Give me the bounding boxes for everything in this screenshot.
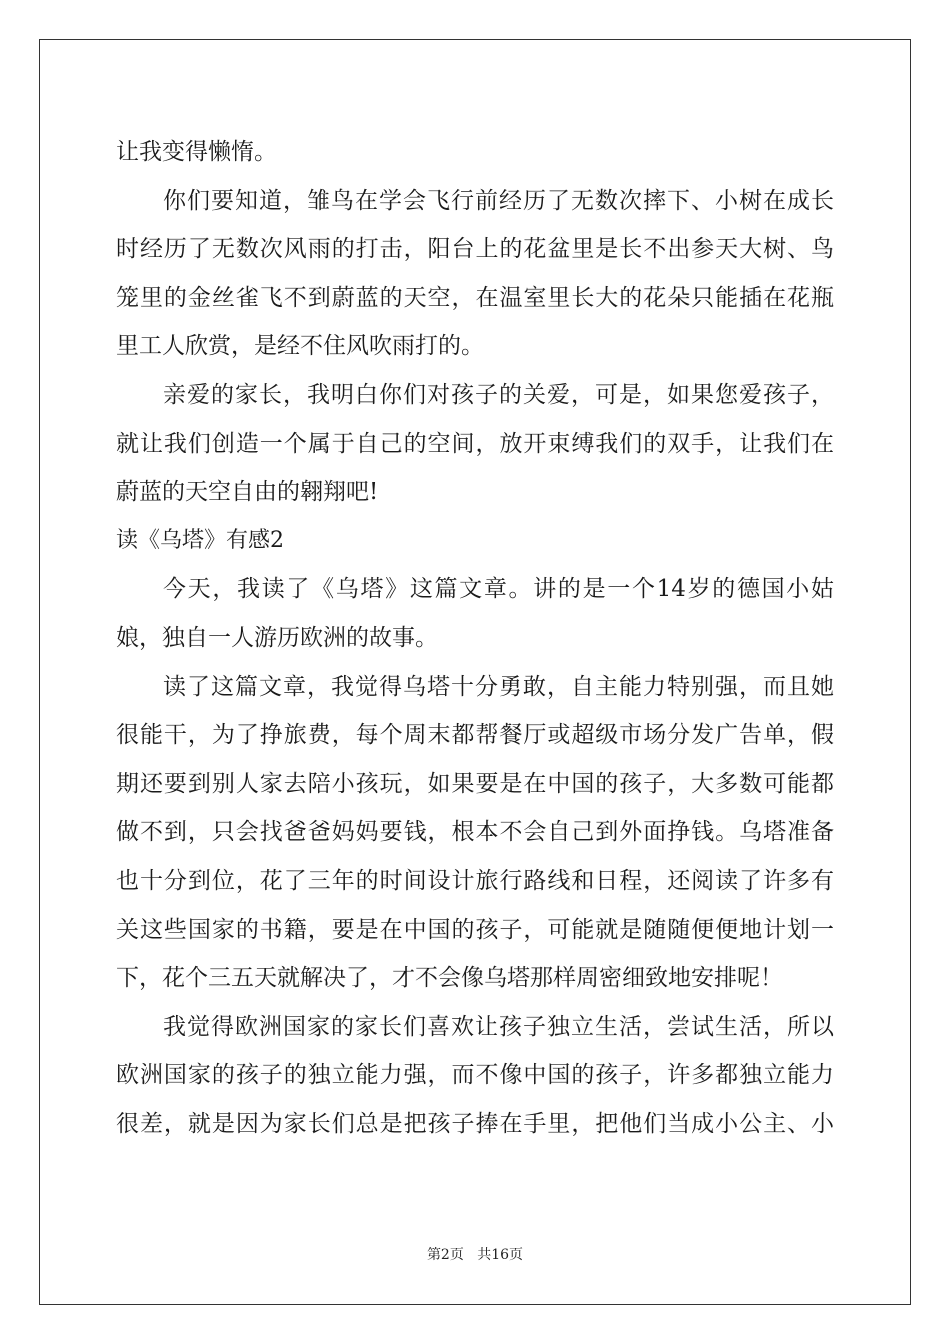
text-line: 我觉得欧洲国家的家长们喜欢让孩子独立生活，尝试生活，所以	[163, 1013, 834, 1040]
document-body	[116, 128, 834, 1148]
text-line: 读了这篇文章，我觉得乌塔十分勇敢，自主能力特别强，而且她	[163, 673, 834, 700]
text-line: 很能干，为了挣旅费，每个周末都帮餐厅或超级市场分发广告单，假	[116, 722, 834, 749]
text-line: 让我变得懒惰。	[116, 139, 277, 165]
text-line: 亲爱的家长，我明白你们对孩子的关爱，可是，如果您爱孩子，	[163, 381, 834, 408]
text-line: 很差，就是因为家长们总是把孩子捧在手里，把他们当成小公主、小	[116, 1110, 834, 1137]
text-line: 蔚蓝的天空自由的翱翔吧!	[116, 479, 379, 506]
text-line: 关这些国家的书籍，要是在中国的孩子，可能就是随随便便地计划一	[116, 916, 834, 943]
page-number: 第2页	[426, 1247, 464, 1263]
text-line: 期还要到别人家去陪小孩玩，如果要是在中国的孩子，大多数可能都	[116, 770, 834, 797]
text-line: 里工人欣赏，是经不住风吹雨打的。	[116, 333, 484, 360]
page-footer	[0, 1244, 950, 1264]
text-line: 娘，独自一人游历欧洲的故事。	[116, 624, 438, 651]
text-line: 就让我们创造一个属于自己的空间，放开束缚我们的双手，让我们在	[116, 430, 834, 457]
text-line: 也十分到位，花了三年的时间设计旅行路线和日程，还阅读了许多有	[116, 867, 834, 894]
text-line: 笼里的金丝雀飞不到蔚蓝的天空，在温室里长大的花朵只能插在花瓶	[116, 284, 834, 311]
text-line: 时经历了无数次风雨的打击，阳台上的花盆里是长不出参天大树、鸟	[116, 236, 834, 263]
text-line: 下，花个三五天就解决了，才不会像乌塔那样周密细致地安排呢！	[116, 965, 783, 992]
page-total: 共16页	[477, 1247, 524, 1263]
text-line: 你们要知道，雏鸟在学会飞行前经历了无数次摔下、小树在成长	[163, 187, 834, 214]
text-line: 做不到，只会找爸爸妈妈要钱，根本不会自己到外面挣钱。乌塔准备	[116, 819, 834, 846]
section-heading: 读《乌塔》有感2	[116, 527, 284, 553]
text-line: 今天，我读了《乌塔》这篇文章。讲的是一个14岁的德国小姑	[163, 576, 834, 603]
text-line: 欧洲国家的孩子的独立能力强，而不像中国的孩子，许多都独立能力	[116, 1062, 834, 1089]
